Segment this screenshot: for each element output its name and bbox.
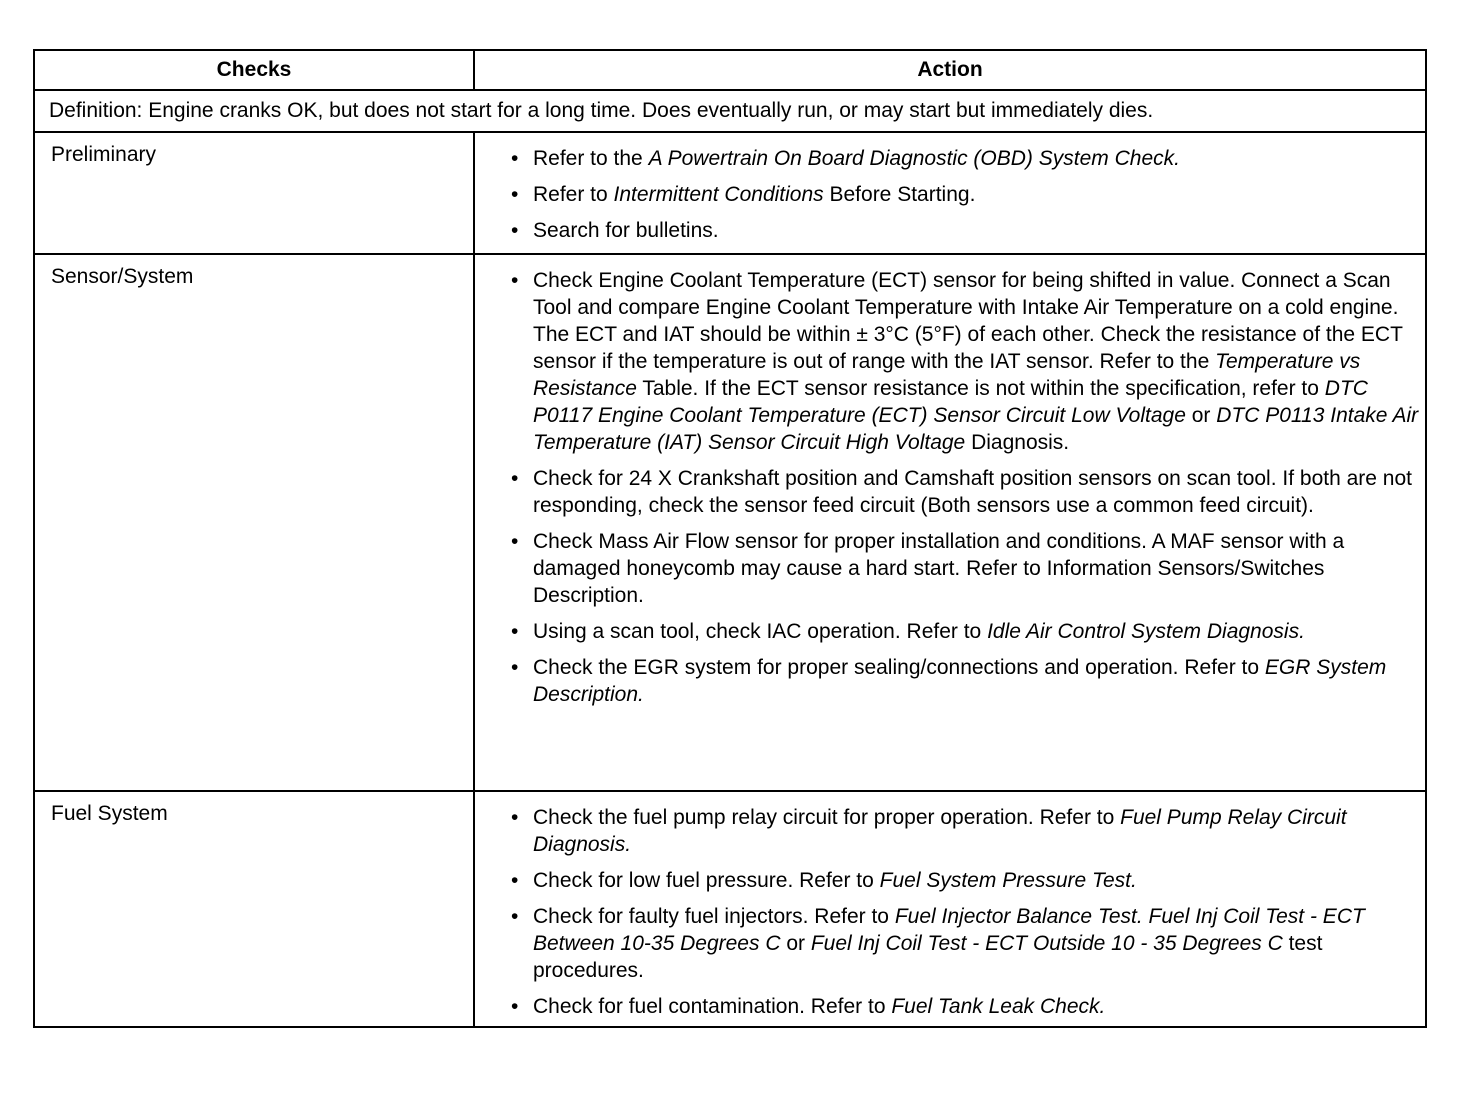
table-row — [34, 254, 1426, 791]
action-cell — [474, 791, 1426, 1027]
action-item — [511, 528, 1419, 609]
action-cell — [474, 254, 1426, 791]
action-list — [511, 267, 1419, 708]
reference-text: Intermittent Conditions — [613, 183, 824, 206]
action-list — [511, 145, 1419, 244]
action-text: test procedures. — [533, 932, 1323, 982]
action-text: or — [1185, 404, 1217, 427]
action-text: Check Mass Air Flow sensor for proper installation and conditions. A MAF sensor with a damaged honeycomb may cause a hard start. Refer to Information Sensors/Switches Description. — [533, 530, 1345, 607]
reference-text: DTC P0113 Intake Air Temperature (IAT) Sensor Circuit High Voltage — [533, 404, 1419, 454]
reference-text: Fuel Tank Leak Check. — [891, 995, 1106, 1018]
action-item — [511, 618, 1419, 645]
action-text: Refer to the — [533, 147, 649, 170]
action-item — [511, 181, 1419, 208]
action-cell — [474, 132, 1426, 254]
definition-text: Definition: Engine cranks OK, but does not start for a long time. Does eventually run, or may start but immediately dies. — [34, 90, 1426, 132]
action-text: Search for bulletins. — [533, 219, 719, 242]
action-text: or — [780, 932, 811, 955]
action-text: Using a scan tool, check IAC operation. Refer to — [533, 620, 988, 643]
action-header: Action — [474, 50, 1426, 90]
reference-text: Fuel System Pressure Test. — [879, 869, 1137, 892]
action-item — [511, 903, 1419, 984]
action-item — [511, 267, 1419, 456]
diagnostic-table — [33, 49, 1427, 1028]
action-text: Diagnosis. — [965, 431, 1070, 454]
action-text: Check for 24 X Crankshaft position and Camshaft position sensors on scan tool. If both are not responding, check the sensor feed circuit (Both sensors use a common feed circuit). — [533, 467, 1412, 517]
action-text: Before Starting. — [823, 183, 976, 206]
action-text: Check for fuel contamination. Refer to — [533, 995, 892, 1018]
action-text: Refer to — [533, 183, 614, 206]
action-item — [511, 867, 1419, 894]
action-item — [511, 217, 1419, 244]
action-text: Table. If the ECT sensor resistance is not within the specification, refer to — [636, 377, 1325, 400]
table-row — [34, 132, 1426, 254]
action-item — [511, 654, 1419, 708]
action-text: Check for faulty fuel injectors. Refer to — [533, 905, 895, 928]
reference-text: Fuel Inj Coil Test - ECT Outside 10 - 35 Degrees C — [810, 932, 1283, 955]
reference-text: Fuel Pump Relay Circuit Diagnosis. — [533, 806, 1347, 856]
reference-text: A Powertrain On Board Diagnostic (OBD) System Check. — [648, 147, 1180, 170]
header-row — [34, 50, 1426, 90]
table-row — [34, 791, 1426, 1027]
action-text: Check for low fuel pressure. Refer to — [533, 869, 880, 892]
action-text: Check Engine Coolant Temperature (ECT) sensor for being shifted in value. Connect a Scan Tool and compare Engine Coolant Temperature with Intake Air Temperature on a cold engine. The ECT and IAT should be within ± 3°C (5°F) of each other. Check the resistance of the ECT sensor if the temperature is out of range with the IAT sensor. Refer to the — [533, 269, 1403, 373]
check-cell: Fuel System — [34, 791, 474, 1027]
reference-text: EGR System Description. — [533, 656, 1387, 706]
check-cell: Sensor/System — [34, 254, 474, 791]
action-item — [511, 804, 1419, 858]
action-text: Check the EGR system for proper sealing/connections and operation. Refer to — [533, 656, 1265, 679]
checks-header: Checks — [34, 50, 474, 90]
action-item — [511, 993, 1419, 1020]
action-item — [511, 145, 1419, 172]
definition-row — [34, 90, 1426, 132]
action-text: Check the fuel pump relay circuit for proper operation. Refer to — [533, 806, 1121, 829]
reference-text: Idle Air Control System Diagnosis. — [987, 620, 1305, 643]
reference-text: Temperature vs Resistance — [533, 350, 1361, 400]
check-cell: Preliminary — [34, 132, 474, 254]
reference-text: Fuel Injector Balance Test. Fuel Inj Coil Test - ECT Between 10-35 Degrees C — [533, 905, 1365, 955]
action-list — [511, 804, 1419, 1020]
reference-text: DTC P0117 Engine Coolant Temperature (ECT) Sensor Circuit Low Voltage — [533, 377, 1368, 427]
action-item — [511, 465, 1419, 519]
